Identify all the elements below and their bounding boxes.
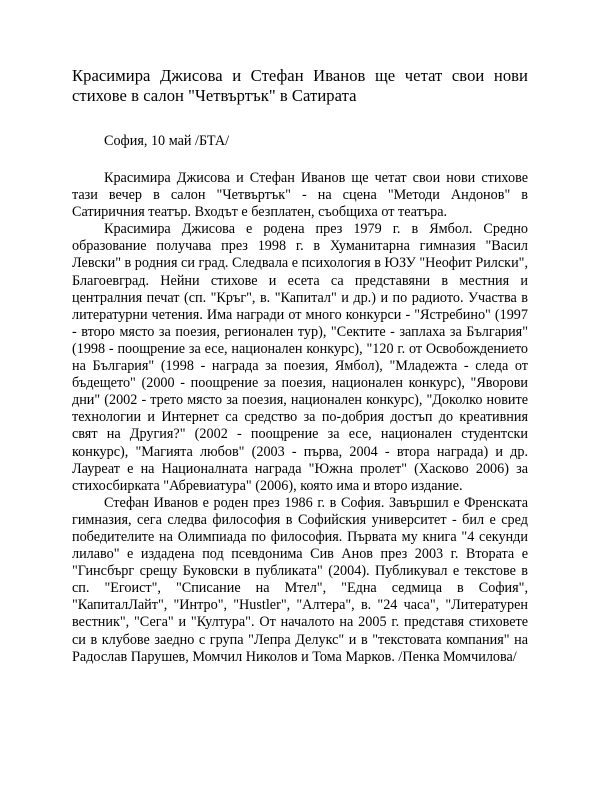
document-page [72,66,528,666]
article-dateline: София, 10 май /БТА/ [104,133,230,149]
article-title: Красимира Джисова и Стефан Иванов ще четат свои нови стихове в салон "Четвъртък" в Сатирата [72,66,528,105]
article-paragraph: Стефан Иванов е роден през 1986 г. в София. Завършил е Френската гимназия, сега следва философия в Софийския университет - бил е сред победителите на Олимпиада по философия. Първата му книга "4 секунди лилаво" е издадена под псевдонима Сив Анов през 2003 г. Втората е "Гинсбърг срещу Буковски в публиката" (2004). Публикувал е текстове в сп. "Егоист", "Списание на Мтел", "Една седмица в София", "КапиталЛайт", "Интро", "Hustler", "Алтера", в. "24 часа", "Литературен вестник", "Сега" и "Култура". От началото на 2005 г. представя стиховете си в клубове заедно с група "Лепра Делукс" и в "текстовата компания" на Радослав Парушев, Момчил Николов и Тома Марков. /Пенка Момчилова/ [72,494,528,665]
article-body [72,170,528,666]
article-paragraph: Красимира Джисова и Стефан Иванов ще четат свои нови стихове тази вечер в салон "Четвъртък" - на сцена "Методи Андонов" в Сатиричния театър. Входът е безплатен, съобщиха от театъра. [72,170,528,221]
article-paragraph: Красимира Джисова е родена през 1979 г. в Ямбол. Средно образование получава през 1998 г. в Хуманитарна гимназия "Васил Левски" в родния си град. Следвала е психология в ЮЗУ "Неофит Рилски", Благоевград. Нейни стихове и есета са представяни в местния и централния печат (сп. "Кръг", в. "Капитал" и др.) и по радиото. Участва в литературни четения. Има награди от много конкурси - "Ястребино" (1997 - второ място за поезия, регионален тур), "Сектите - заплаха за България" (1998 - поощрение за есе, национален конкурс), "120 г. от Освобождението на България" (1998 - награда за поезия, Ямбол), "Младежта - следа от бъдещето" (2000 - поощрение за поезия, национален конкурс), "Яворови дни" (2002 - трето място за поезия, национален конкурс), "Доколко новите технологии и Интернет са средство за по-добрия достъп до креативния свят на Другия?" (2002 - поощрение за есе, национален студентски конкурс), "Магията любов" (2003 - първа, 2004 - втора награда) и др. Лауреат е на Националната награда "Южна пролет" (Хасково 2006) за стихосбирката "Абревиатура" (2006), която има и второ издание. [72,221,529,494]
